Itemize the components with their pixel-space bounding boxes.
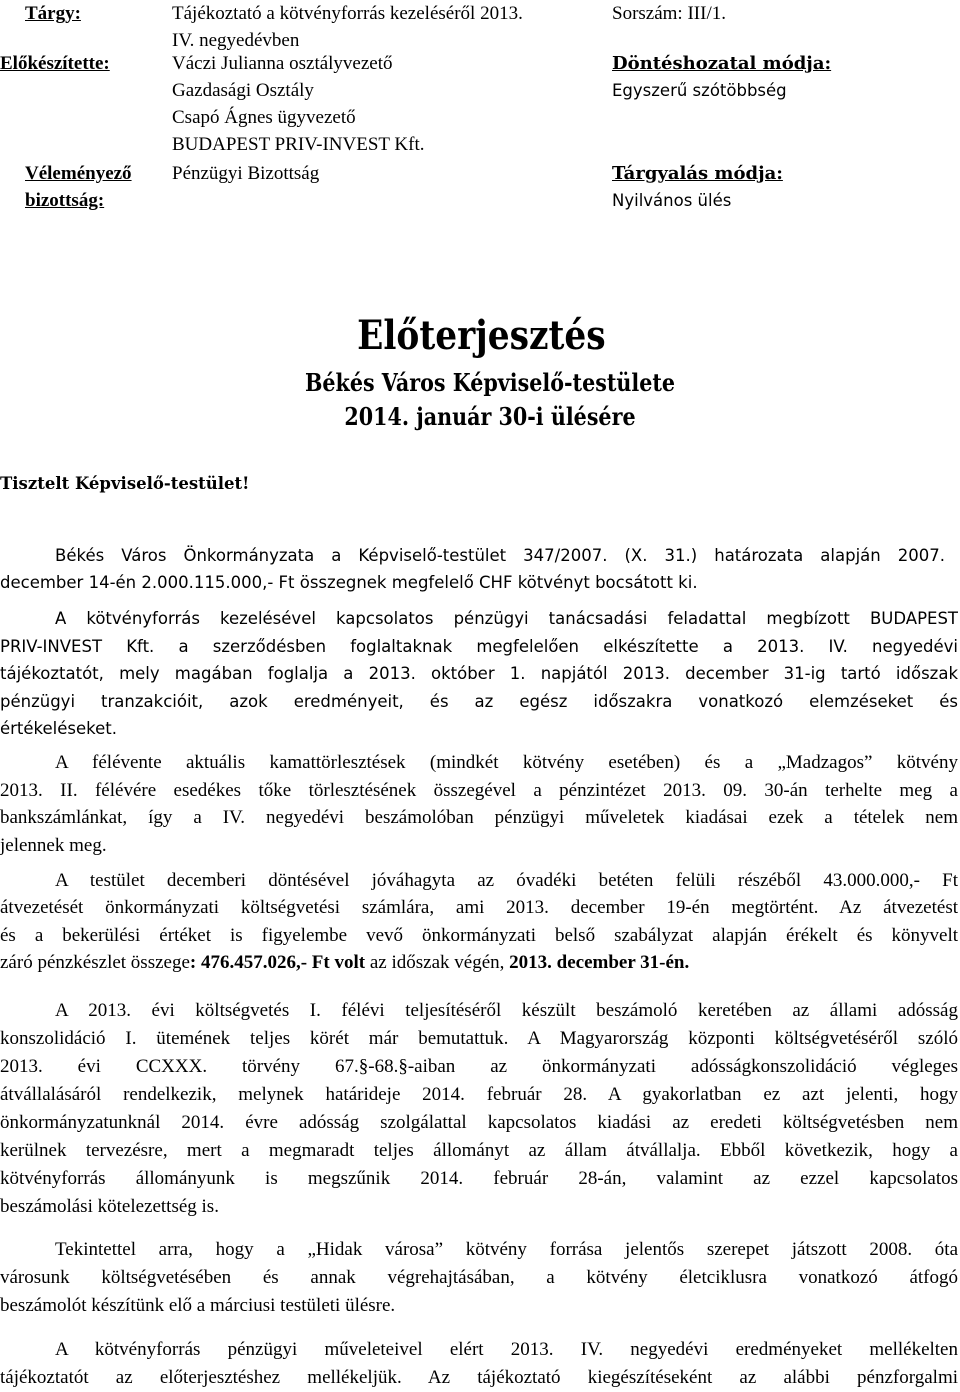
- subject-label: Tárgy:: [25, 3, 81, 24]
- paragraph-6: [0, 1236, 958, 1320]
- paragraph-1-line-2: december 14-én 2.000.115.000,- Ft összegnek megfelelő CHF kötvényt bocsátott ki.: [0, 573, 698, 592]
- decision-value: Egyszerű szótöbbség: [612, 81, 787, 100]
- closing-balance-amount: : 476.457.026,- Ft volt: [189, 951, 366, 973]
- paragraph-3-line-1: A félévente aktuális kamattörlesztések (mindkét kötvény esetében) és a „Madzagos” kötvény: [55, 752, 958, 773]
- document-subtitle-1: Békés Város Képviselő-testülete: [304, 368, 676, 397]
- paragraph-4-line-2: átvezetését önkormányzati költségvetési számlára, ami 2013. december 19-én megtörtént. Az átvezetést: [0, 897, 958, 919]
- paragraph-7-line-2: tájékoztatót az előterjesztéshez mellékeljük. Az tájékoztató kiegészítéseként az alábbi pénzforgalmi: [0, 1367, 958, 1388]
- hearing-value: Nyilvános ülés: [612, 191, 732, 210]
- paragraph-7-line-1: A kötvényforrás pénzügyi műveleteivel elért 2013. IV. negyedévi eredményeket mellékelten: [55, 1339, 958, 1360]
- paragraph-2-line-1: A kötvényforrás kezelésével kapcsolatos pénzügyi tanácsadási feladattal megbízott BUDAPEST: [55, 609, 958, 628]
- paragraph-5: [0, 997, 958, 1221]
- paragraph-2-line-4: pénzügyi tranzakcióit, azok eredményeit, és az egész időszakra vonatkozó elemzéseket és: [0, 691, 958, 711]
- paragraph-2: [0, 605, 958, 743]
- paragraph-2-line-3: tájékoztatót, mely magában foglalja a 2013. október 1. napjától 2013. december 31-ig tartó időszak: [0, 664, 958, 683]
- paragraph-5-line-3: 2013. évi CCXXX. törvény 67.§-68.§-aiban az önkormányzati adósságkonszolidáció végleges: [0, 1056, 958, 1077]
- prepared-line-2: Gazdasági Osztály: [172, 80, 314, 101]
- paragraph-7: [0, 1336, 958, 1392]
- committee-label-line-1: Véleményező: [25, 163, 132, 184]
- paragraph-4-line-3: és a bekerülési értéket is figyelembe vevő önkormányzati belső szabályzat alapján érékelt és könyvelt: [0, 924, 958, 946]
- paragraph-1: [0, 542, 945, 596]
- prepared-line-1: Váczi Julianna osztályvezető: [172, 53, 393, 74]
- paragraph-5-line-8: beszámolási kötelezettség is.: [0, 1196, 219, 1217]
- subject-line-2: IV. negyedévben: [172, 30, 300, 51]
- prepared-line-3: Csapó Ágnes ügyvezető: [172, 107, 356, 128]
- paragraph-3-line-2: 2013. II. félévére esedékes tőke törlesztésének összegével a pénzintézet 2013. 09. 30-án terhelte meg a: [0, 779, 958, 801]
- decision-label: Döntéshozatal módja:: [612, 53, 832, 74]
- document-title: Előterjesztés: [357, 312, 606, 359]
- subject-value: [172, 0, 523, 54]
- paragraph-5-line-7: kötvényforrás állományunk is megszűnik 2014. február 28-án, valamint az ezzel kapcsolatos: [0, 1168, 958, 1189]
- paragraph-1-line-1: Békés Város Önkormányzata a Képviselő-testület 347/2007. (X. 31.) határozata alapján 2007.: [55, 546, 945, 565]
- paragraph-5-line-1: A 2013. évi költségvetés I. félévi teljesítéséről készült beszámoló keretében az állami adósság: [55, 1000, 958, 1021]
- subject-line-1: Tájékoztató a kötvényforrás kezeléséről 2013.: [172, 3, 523, 24]
- document-subtitle-2: 2014. január 30-i ülésére: [344, 402, 636, 431]
- paragraph-3-line-4: jelennek meg.: [0, 834, 107, 856]
- paragraph-2-line-2: PRIV-INVEST Kft. a szerződésben foglaltaknak megfelelően elkészítette a 2013. IV. negyedévi: [0, 636, 958, 656]
- paragraph-3: [0, 749, 958, 859]
- paragraph-6-line-1: Tekintettel arra, hogy a „Hidak városa” kötvény forrása jelentős szerepet játszott 2008. óta: [55, 1239, 958, 1260]
- closing-balance-date: 2013. december 31-én.: [509, 951, 690, 973]
- paragraph-4-line-4: [0, 949, 958, 976]
- paragraph-6-line-2: városunk költségvetésében és annak végrehajtásában, a kötvény életciklusra vonatkozó átfogó: [0, 1267, 958, 1288]
- greeting: Tisztelt Képviselő-testület!: [0, 474, 250, 493]
- committee-value: Pénzügyi Bizottság: [172, 163, 320, 184]
- paragraph-4-line-1: A testület decemberi döntésével jóváhagyta az óvadéki betéten felüli részéből 43.000.000,- Ft: [55, 870, 958, 891]
- paragraph-3-line-3: bankszámlánkat, így a IV. negyedévi beszámolóban pénzügyi műveletek kiadásai ezek a tételek nem: [0, 807, 958, 828]
- closing-balance-prefix: záró pénzkészlet összege: [0, 951, 190, 973]
- paragraph-4: [0, 867, 958, 976]
- paragraph-2-line-5: értékeléseket.: [0, 719, 117, 738]
- prepared-value: [172, 50, 425, 158]
- closing-balance-middle: az időszak végén,: [365, 951, 510, 973]
- paragraph-5-line-2: konszolidáció I. ütemének teljes körét már bemutattuk. A Magyarország központi költségvetéséről szóló: [0, 1028, 958, 1049]
- prepared-label: Előkészítette:: [0, 53, 110, 74]
- committee-label: [25, 160, 132, 214]
- prepared-line-4: BUDAPEST PRIV-INVEST Kft.: [172, 134, 425, 155]
- paragraph-6-line-3: beszámolót készítünk elő a márciusi testületi ülésre.: [0, 1295, 396, 1316]
- hearing-label: Tárgyalás módja:: [612, 163, 783, 184]
- serial-number: Sorszám: III/1.: [612, 3, 726, 24]
- paragraph-5-line-4: átvállalásáról rendelkezik, melynek határideje 2014. február 28. A gyakorlatban ez azt jelenti, hogy: [0, 1084, 958, 1105]
- paragraph-5-line-6: kerülnek tervezésre, mert a megmaradt teljes állományt az állam átvállalja. Ebből következik, hogy a: [0, 1140, 958, 1161]
- paragraph-5-line-5: önkormányzatunknál 2014. évre adósság szolgálattal kapcsolatos kiadási az eredeti költségvetésben nem: [0, 1112, 958, 1133]
- committee-label-line-2: bizottság:: [25, 190, 105, 211]
